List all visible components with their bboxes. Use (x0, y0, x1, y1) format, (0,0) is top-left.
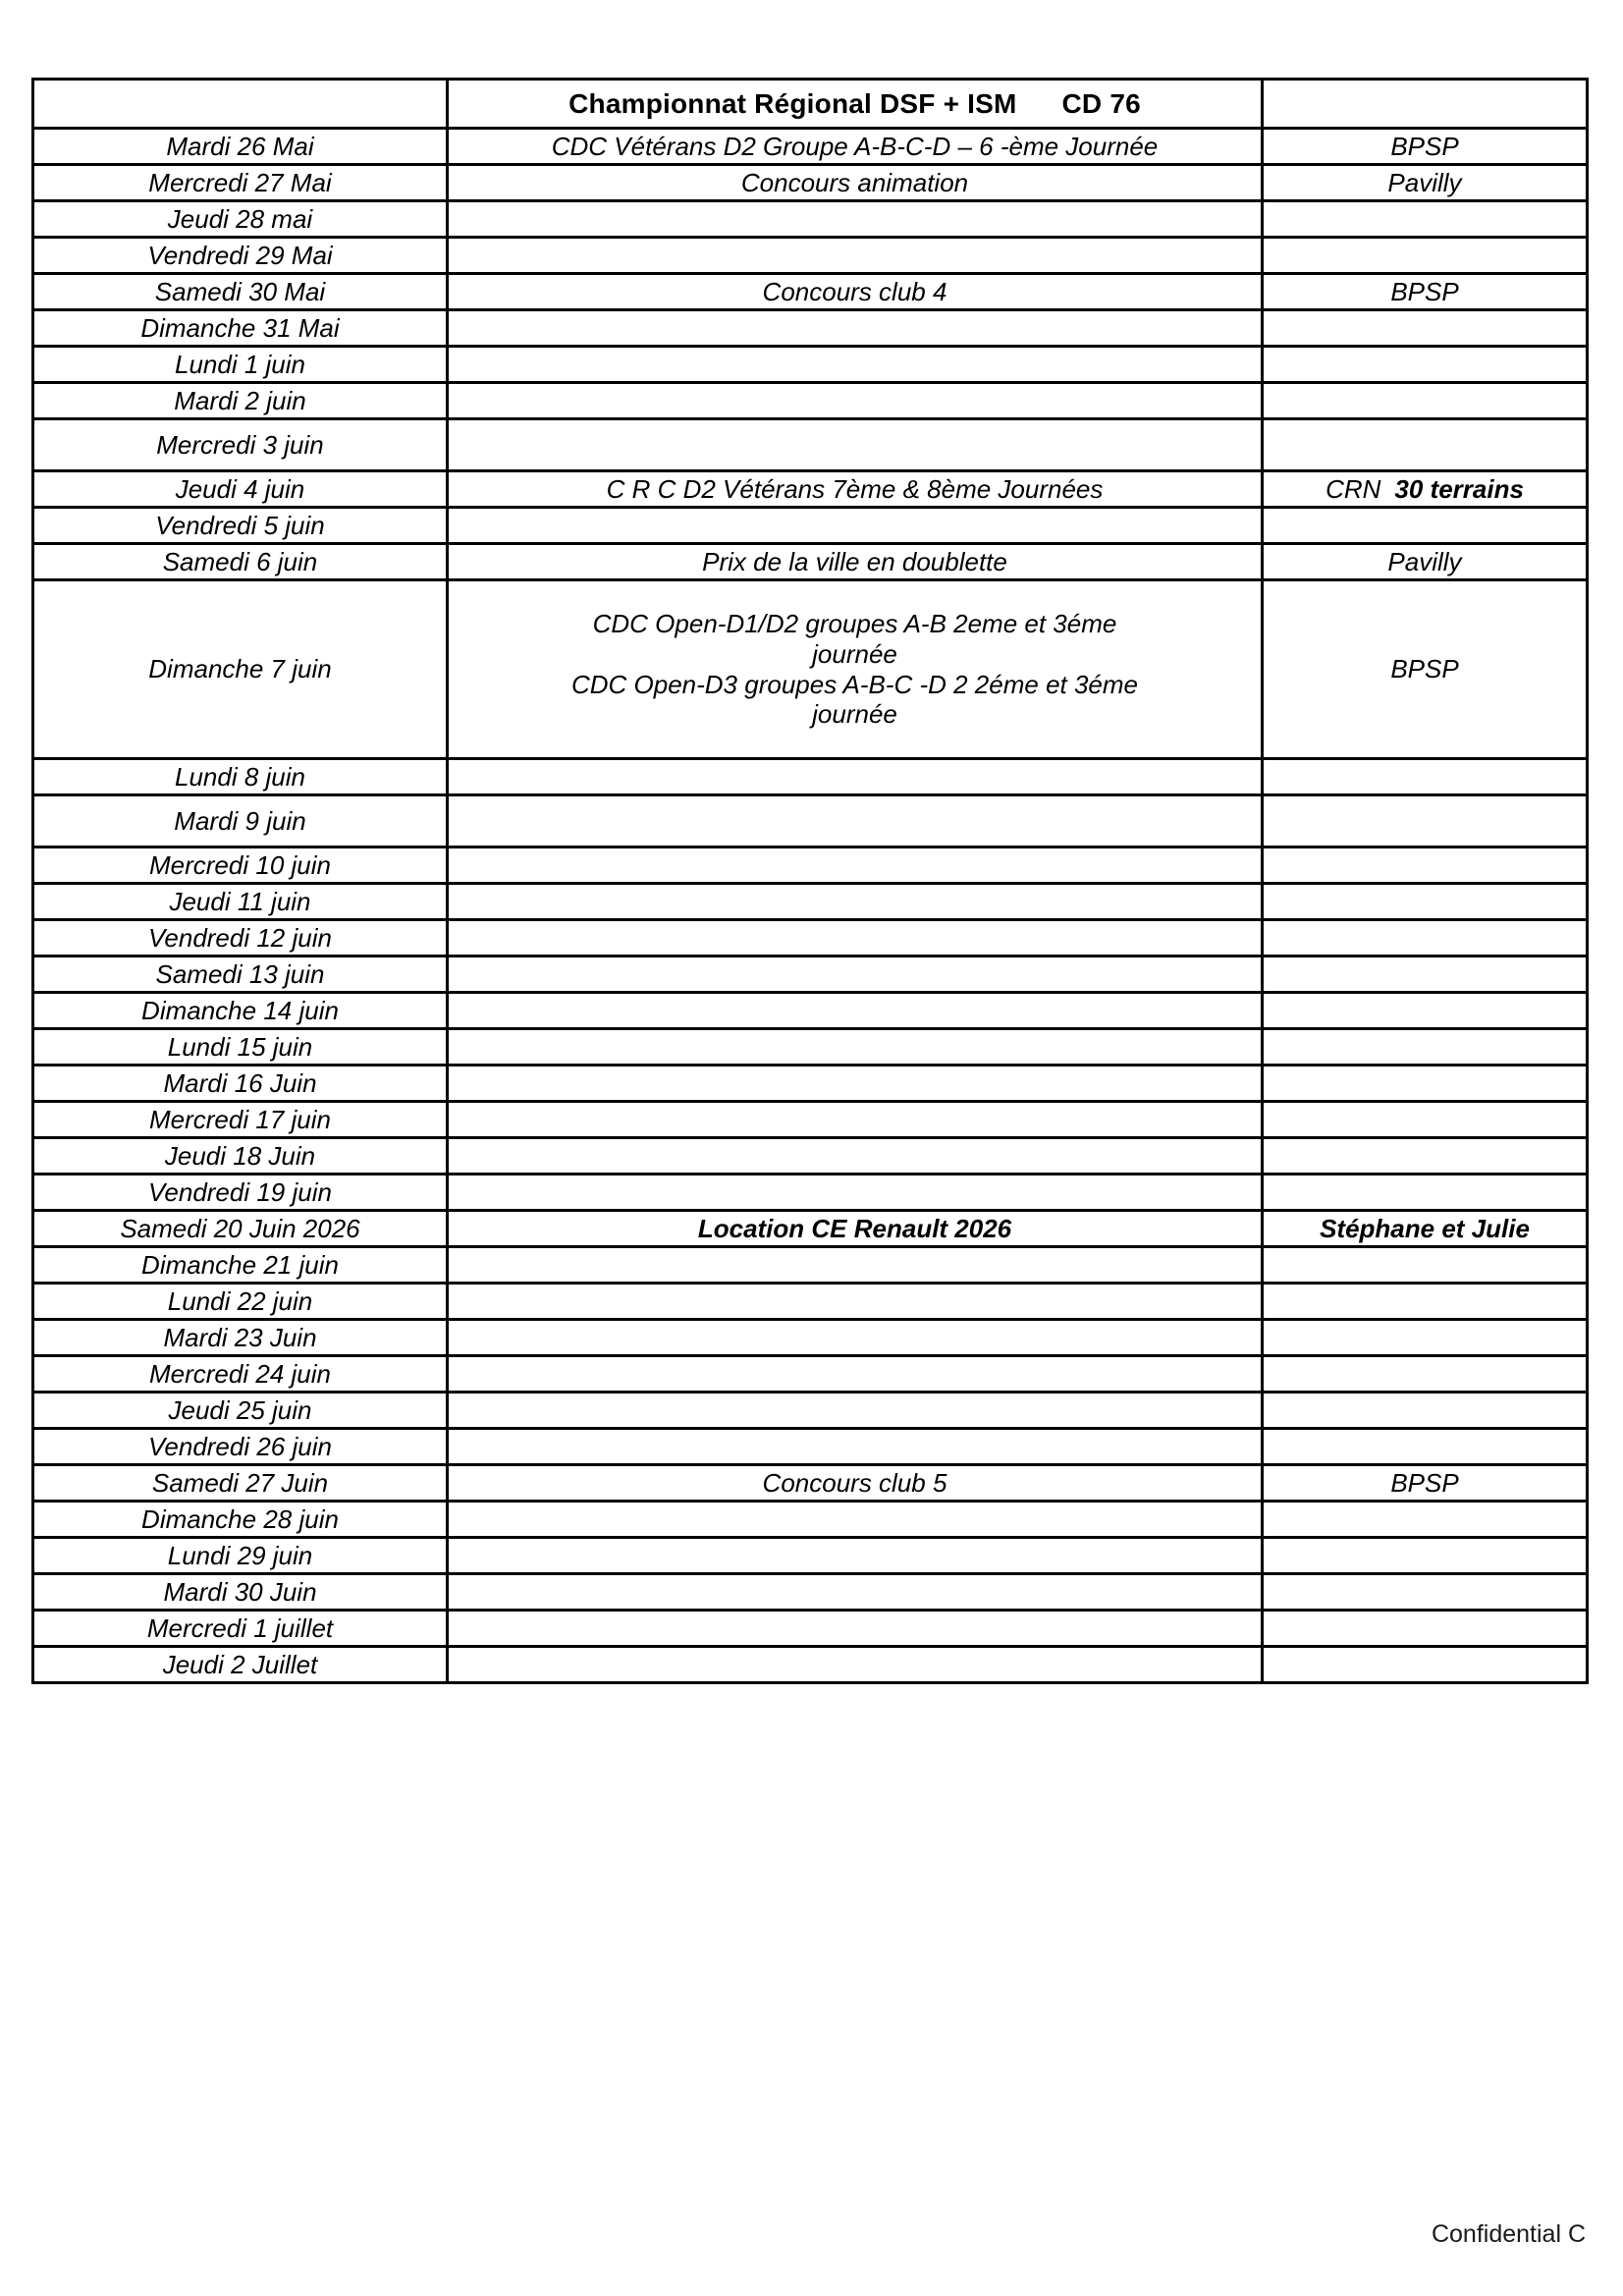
event-line: journée (812, 638, 897, 669)
event-cell (448, 310, 1263, 347)
place-cell (1263, 847, 1588, 884)
table-row (33, 759, 1588, 795)
day-cell: Dimanche 7 juin (33, 580, 448, 759)
place-cell (1263, 1138, 1588, 1175)
day-cell: Mardi 9 juin (33, 795, 448, 847)
event-cell (448, 419, 1263, 471)
day-cell: Samedi 20 Juin 2026 (33, 1211, 448, 1247)
day-cell: Lundi 29 juin (33, 1538, 448, 1574)
day-cell: Lundi 15 juin (33, 1029, 448, 1066)
schedule-table-container (31, 78, 1586, 1684)
event-cell: Location CE Renault 2026 (448, 1211, 1263, 1247)
place-cell: Pavilly (1263, 544, 1588, 580)
day-cell: Lundi 22 juin (33, 1284, 448, 1320)
place-cell: BPSP (1263, 274, 1588, 310)
table-row (33, 1211, 1588, 1247)
place-cell (1263, 957, 1588, 993)
place-cell (1263, 471, 1588, 508)
table-row (33, 1574, 1588, 1611)
event-cell (448, 1175, 1263, 1211)
place-cell (1263, 795, 1588, 847)
place-cell (1263, 238, 1588, 274)
event-cell: Concours club 4 (448, 274, 1263, 310)
table-row (33, 165, 1588, 201)
table-row (33, 238, 1588, 274)
event-cell (448, 957, 1263, 993)
event-cell (448, 1247, 1263, 1284)
event-cell (448, 1574, 1263, 1611)
place-cell (1263, 383, 1588, 419)
day-cell: Jeudi 2 Juillet (33, 1647, 448, 1683)
table-row (33, 129, 1588, 165)
event-cell (448, 1429, 1263, 1465)
place-cell (1263, 1029, 1588, 1066)
event-cell (448, 238, 1263, 274)
place-cell (1263, 1102, 1588, 1138)
event-cell (448, 1029, 1263, 1066)
place-cell (1263, 1356, 1588, 1393)
event-cell (448, 1611, 1263, 1647)
day-cell: Mercredi 1 juillet (33, 1611, 448, 1647)
header-title-main: Championnat Régional DSF + ISM (568, 87, 1017, 119)
place-cell: Stéphane et Julie (1263, 1211, 1588, 1247)
day-cell: Vendredi 26 juin (33, 1429, 448, 1465)
event-cell (448, 759, 1263, 795)
place-cell (1263, 1175, 1588, 1211)
day-cell: Lundi 1 juin (33, 347, 448, 383)
day-cell: Mercredi 27 Mai (33, 165, 448, 201)
day-cell: Samedi 30 Mai (33, 274, 448, 310)
event-cell (448, 383, 1263, 419)
day-cell: Jeudi 28 mai (33, 201, 448, 238)
table-row (33, 795, 1588, 847)
table-row (33, 884, 1588, 920)
day-cell: Mardi 16 Juin (33, 1066, 448, 1102)
place-cell: BPSP (1263, 1465, 1588, 1502)
event-cell (448, 993, 1263, 1029)
table-row (33, 1611, 1588, 1647)
day-cell: Mercredi 24 juin (33, 1356, 448, 1393)
event-cell (448, 347, 1263, 383)
event-cell (448, 795, 1263, 847)
event-cell (448, 920, 1263, 957)
place-cell (1263, 508, 1588, 544)
place-cell (1263, 1320, 1588, 1356)
event-cell (448, 201, 1263, 238)
day-cell: Jeudi 18 Juin (33, 1138, 448, 1175)
table-row (33, 1393, 1588, 1429)
place-cell (1263, 1429, 1588, 1465)
table-row (33, 201, 1588, 238)
place-cell (1263, 1538, 1588, 1574)
place-cell (1263, 1611, 1588, 1647)
place-cell (1263, 310, 1588, 347)
table-row (33, 1502, 1588, 1538)
table-row (33, 310, 1588, 347)
event-cell (448, 1538, 1263, 1574)
place-cell (1263, 419, 1588, 471)
place-cell (1263, 1284, 1588, 1320)
schedule-table-body (33, 80, 1588, 1683)
place-cell (1263, 201, 1588, 238)
event-line: CDC Open-D1/D2 groupes A-B 2eme et 3éme (592, 609, 1117, 639)
table-row (33, 1538, 1588, 1574)
day-cell: Mardi 23 Juin (33, 1320, 448, 1356)
place-cell (1263, 347, 1588, 383)
table-row (33, 1066, 1588, 1102)
event-cell (448, 580, 1263, 759)
day-cell: Lundi 8 juin (33, 759, 448, 795)
event-line: CDC Open-D3 groupes A-B-C -D 2 2éme et 3éme (570, 669, 1139, 699)
day-cell: Vendredi 29 Mai (33, 238, 448, 274)
place-detail: 30 terrains (1394, 473, 1524, 504)
place-cell: BPSP (1263, 129, 1588, 165)
event-cell: C R C D2 Vétérans 7ème & 8ème Journées (448, 471, 1263, 508)
day-cell: Samedi 6 juin (33, 544, 448, 580)
event-line: journée (812, 699, 897, 730)
day-cell: Dimanche 28 juin (33, 1502, 448, 1538)
table-row (33, 419, 1588, 471)
day-cell: Mardi 30 Juin (33, 1574, 448, 1611)
place-cell (1263, 1247, 1588, 1284)
table-row (33, 580, 1588, 759)
table-row (33, 1465, 1588, 1502)
header-place-column (1263, 80, 1588, 129)
table-row (33, 1102, 1588, 1138)
event-cell (448, 1356, 1263, 1393)
event-cell: Concours animation (448, 165, 1263, 201)
place-cell (1263, 1502, 1588, 1538)
day-cell: Samedi 13 juin (33, 957, 448, 993)
place-cell (1263, 1393, 1588, 1429)
day-cell: Mardi 26 Mai (33, 129, 448, 165)
table-row (33, 347, 1588, 383)
event-cell (448, 1102, 1263, 1138)
page-footer: Confidential C (1431, 2220, 1586, 2248)
table-row (33, 1247, 1588, 1284)
table-row (33, 1138, 1588, 1175)
event-cell (448, 1320, 1263, 1356)
table-row (33, 508, 1588, 544)
table-header-row (33, 80, 1588, 129)
table-row (33, 1175, 1588, 1211)
day-cell: Samedi 27 Juin (33, 1465, 448, 1502)
day-cell: Mercredi 3 juin (33, 419, 448, 471)
day-cell: Mercredi 17 juin (33, 1102, 448, 1138)
table-row (33, 1320, 1588, 1356)
event-cell: CDC Vétérans D2 Groupe A-B-C-D – 6 -ème Journée (448, 129, 1263, 165)
event-cell (448, 884, 1263, 920)
day-cell: Vendredi 12 juin (33, 920, 448, 957)
place-cell (1263, 993, 1588, 1029)
day-cell: Vendredi 5 juin (33, 508, 448, 544)
event-cell (448, 508, 1263, 544)
table-row (33, 471, 1588, 508)
event-cell (448, 1138, 1263, 1175)
table-row (33, 544, 1588, 580)
event-cell (448, 847, 1263, 884)
place-cell (1263, 759, 1588, 795)
place-cell (1263, 1647, 1588, 1683)
day-cell: Dimanche 21 juin (33, 1247, 448, 1284)
header-day-column (33, 80, 448, 129)
place-cell: BPSP (1263, 580, 1588, 759)
event-cell (448, 1066, 1263, 1102)
table-row (33, 1284, 1588, 1320)
event-cell (448, 1647, 1263, 1683)
day-cell: Jeudi 25 juin (33, 1393, 448, 1429)
day-cell: Mardi 2 juin (33, 383, 448, 419)
place-name: CRN (1325, 473, 1381, 504)
event-cell: Concours club 5 (448, 1465, 1263, 1502)
event-cell (448, 1284, 1263, 1320)
table-row (33, 1429, 1588, 1465)
day-cell: Jeudi 11 juin (33, 884, 448, 920)
day-cell: Dimanche 14 juin (33, 993, 448, 1029)
table-row (33, 1029, 1588, 1066)
table-row (33, 957, 1588, 993)
event-cell (448, 1502, 1263, 1538)
event-cell: Prix de la ville en doublette (448, 544, 1263, 580)
header-title-code: CD 76 (1061, 87, 1141, 119)
table-row (33, 920, 1588, 957)
day-cell: Dimanche 31 Mai (33, 310, 448, 347)
day-cell: Vendredi 19 juin (33, 1175, 448, 1211)
event-cell (448, 1393, 1263, 1429)
schedule-table (31, 78, 1589, 1684)
place-cell (1263, 1066, 1588, 1102)
place-cell (1263, 884, 1588, 920)
table-row (33, 1647, 1588, 1683)
day-cell: Jeudi 4 juin (33, 471, 448, 508)
table-row (33, 993, 1588, 1029)
table-row (33, 274, 1588, 310)
table-row (33, 847, 1588, 884)
day-cell: Mercredi 10 juin (33, 847, 448, 884)
place-cell: Pavilly (1263, 165, 1588, 201)
table-row (33, 383, 1588, 419)
place-cell (1263, 1574, 1588, 1611)
header-title-cell (448, 80, 1263, 129)
place-cell (1263, 920, 1588, 957)
table-row (33, 1356, 1588, 1393)
